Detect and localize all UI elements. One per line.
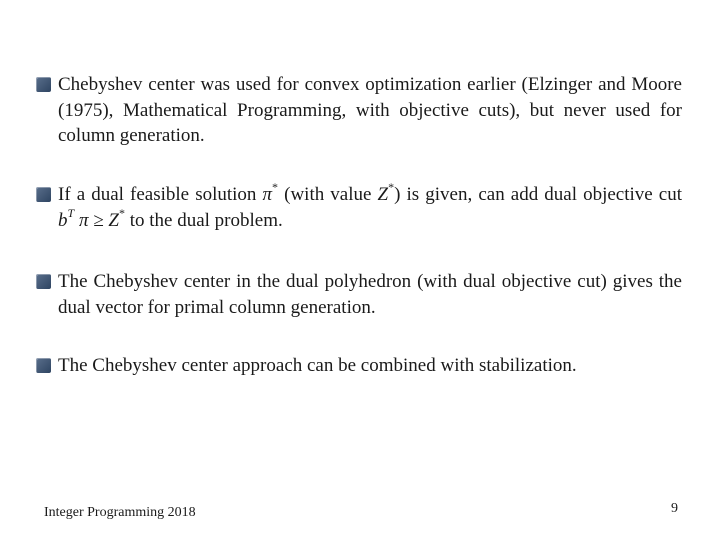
- checkbox-bullet-icon: [36, 187, 51, 202]
- bullet-4-text: The Chebyshev center approach can be combined with stabilization.: [58, 355, 577, 376]
- bullet-1-text: Chebyshev center was used for convex optimization earlier (Elzinger and Moore (1975), Mathematical Programming, with objective cuts), but never used for column generation.: [58, 74, 682, 146]
- bullet-1: [36, 72, 682, 149]
- footer-course: Integer Programming 2018: [44, 505, 196, 520]
- checkbox-bullet-icon: [36, 274, 51, 289]
- bullet-2-text: If a dual feasible solution π* (with value Z*) is given, can add dual objective cut $b^T$ π ≥ Z* to the dual problem.: [58, 180, 682, 231]
- bullet-2: [36, 182, 682, 233]
- checkbox-bullet-icon: [36, 77, 51, 92]
- page-number: 9: [671, 501, 678, 516]
- bullet-3: [36, 269, 682, 320]
- bullet-4: [36, 353, 682, 379]
- bullet-3-text: The Chebyshev center in the dual polyhedron (with dual objective cut) gives the dual vector for primal column generation.: [58, 271, 682, 318]
- checkbox-bullet-icon: [36, 358, 51, 373]
